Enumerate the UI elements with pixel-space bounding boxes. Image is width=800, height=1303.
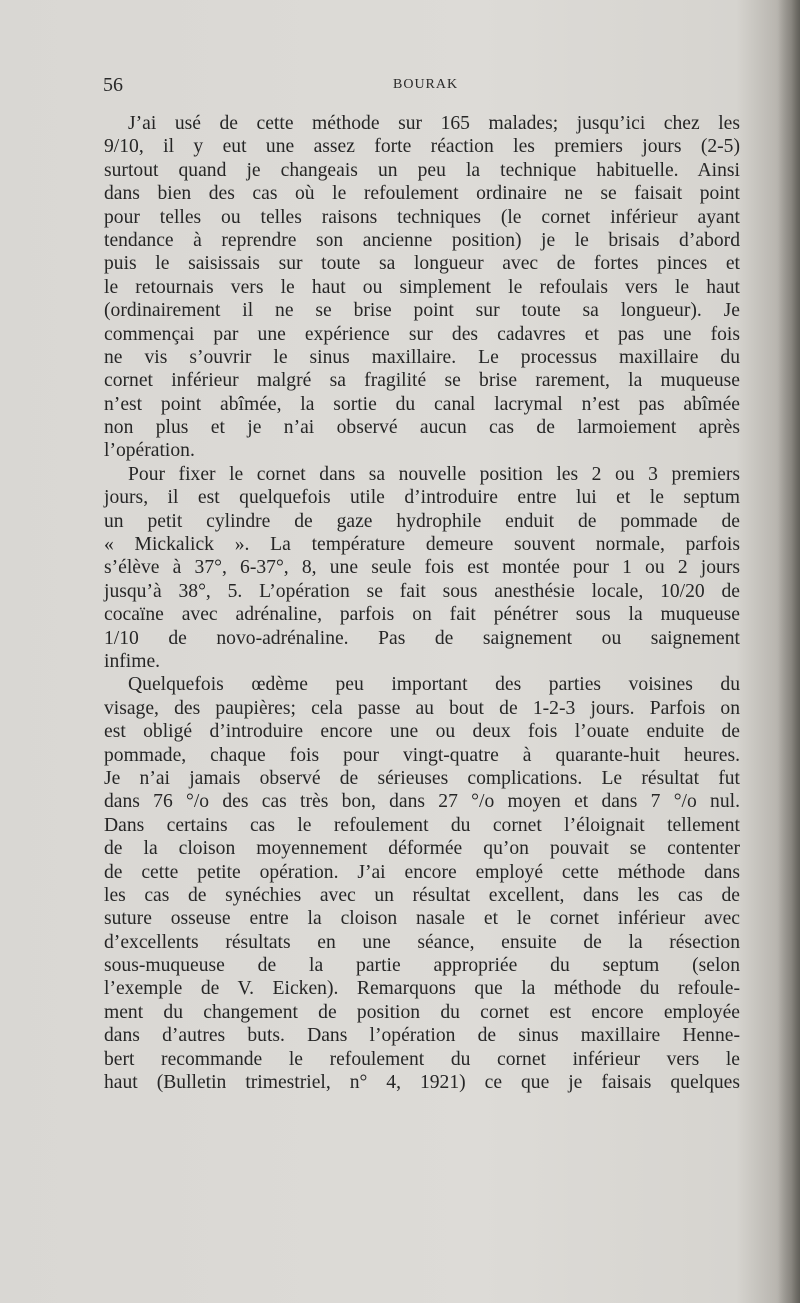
text-line: cornet inférieur malgré sa fragilité se brise rarement, la muqueuse	[104, 370, 740, 392]
text-line: dans 76 °/o des cas très bon, dans 27 °/o moyen et dans 7 °/o nul.	[104, 791, 740, 813]
text-line: « Mickalick ». La température demeure souvent normale, parfois	[104, 534, 740, 556]
text-line: sous-muqueuse de la partie appropriée du septum (selon	[104, 955, 740, 977]
text-line: J’ai usé de cette méthode sur 165 malades; jusqu’ici chez les	[128, 113, 740, 134]
text-line: jours, il est quelquefois utile d’introduire entre lui et le septum	[104, 487, 740, 509]
text-line: visage, des paupières; cela passe au bout de 1-2-3 jours. Parfois on	[104, 697, 740, 719]
text-line: est obligé d’introduire encore une ou deux fois l’ouate enduite de	[104, 721, 740, 743]
text-line: infime.	[104, 650, 161, 672]
running-head: BOURAK	[393, 77, 459, 92]
page-number: 56	[103, 74, 123, 96]
text-line: Pour fixer le cornet dans sa nouvelle position les 2 ou 3 premiers	[128, 463, 740, 485]
text-line: non plus et je n’ai observé aucun cas de larmoiement après	[104, 417, 740, 439]
text-line: Quelquefois œdème peu important des parties voisines du	[128, 674, 740, 696]
text-line: cocaïne avec adrénaline, parfois on fait pénétrer sous la muqueuse	[104, 604, 740, 626]
text-line: dans d’autres buts. Dans l’opération de sinus maxillaire Henne-	[104, 1025, 740, 1047]
text-line: puis le saisissais sur toute sa longueur avec de fortes pinces et	[104, 253, 740, 275]
text-line: le retournais vers le haut ou simplement le refoulais vers le haut	[104, 276, 740, 298]
text-line: pommade, chaque fois pour vingt-quatre à quarante-huit heures.	[104, 744, 740, 766]
body-text	[104, 112, 740, 1094]
text-line: d’excellents résultats en une séance, ensuite de la résection	[104, 931, 740, 953]
text-line: un petit cylindre de gaze hydrophile enduit de pommade de	[104, 510, 740, 532]
text-line: ne vis s’ouvrir le sinus maxillaire. Le processus maxillaire du	[104, 346, 740, 368]
text-line: Je n’ai jamais observé de sérieuses complications. Le résultat fut	[104, 767, 740, 789]
text-line: n’est point abîmée, la sortie du canal lacrymal n’est pas abîmée	[104, 393, 740, 415]
text-line: de la cloison moyennement déformée qu’on pouvait se contenter	[104, 838, 740, 860]
text-line: les cas de synéchies avec un résultat excellent, dans les cas de	[104, 884, 740, 906]
text-line: 9/10, il y eut une assez forte réaction les premiers jours (2-5)	[104, 136, 740, 158]
text-line: pour telles ou telles raisons techniques (le cornet inférieur ayant	[104, 206, 740, 228]
text-line: s’élève à 37°, 6-37°, 8, une seule fois est montée pour 1 ou 2 jours	[104, 557, 740, 579]
text-line: bert recommande le refoulement du cornet inférieur vers le	[104, 1048, 740, 1070]
text-line: Dans certains cas le refoulement du cornet l’éloignait tellement	[104, 814, 740, 836]
text-line: tendance à reprendre son ancienne position) je le brisais d’abord	[104, 229, 740, 251]
text-line: (ordinairement il ne se brise point sur toute sa longueur). Je	[104, 300, 740, 322]
page-header	[103, 74, 743, 98]
page-spine-shadow	[778, 0, 800, 1303]
text-line: l’exemple de V. Eicken). Remarquons que la méthode du refoule-	[104, 978, 740, 1000]
text-line: dans bien des cas où le refoulement ordinaire ne se faisait point	[104, 183, 740, 205]
text-line: jusqu’à 38°, 5. L’opération se fait sous anesthésie locale, 10/20 de	[104, 580, 740, 602]
text-line: haut (Bulletin trimestriel, n° 4, 1921) ce que je faisais quelques	[104, 1072, 740, 1094]
text-line: commençai par une expérience sur des cadavres et pas une fois	[104, 323, 740, 345]
text-line: ment du changement de position du cornet est encore employée	[104, 1001, 740, 1023]
text-line: surtout quand je changeais un peu la technique habituelle. Ainsi	[104, 159, 740, 181]
text-line: 1/10 de novo-adrénaline. Pas de saignement ou saignement	[104, 627, 740, 649]
text-line: l’opération.	[104, 440, 195, 462]
text-line: de cette petite opération. J’ai encore employé cette méthode dans	[104, 861, 740, 883]
text-line: suture osseuse entre la cloison nasale et le cornet inférieur avec	[104, 908, 740, 930]
